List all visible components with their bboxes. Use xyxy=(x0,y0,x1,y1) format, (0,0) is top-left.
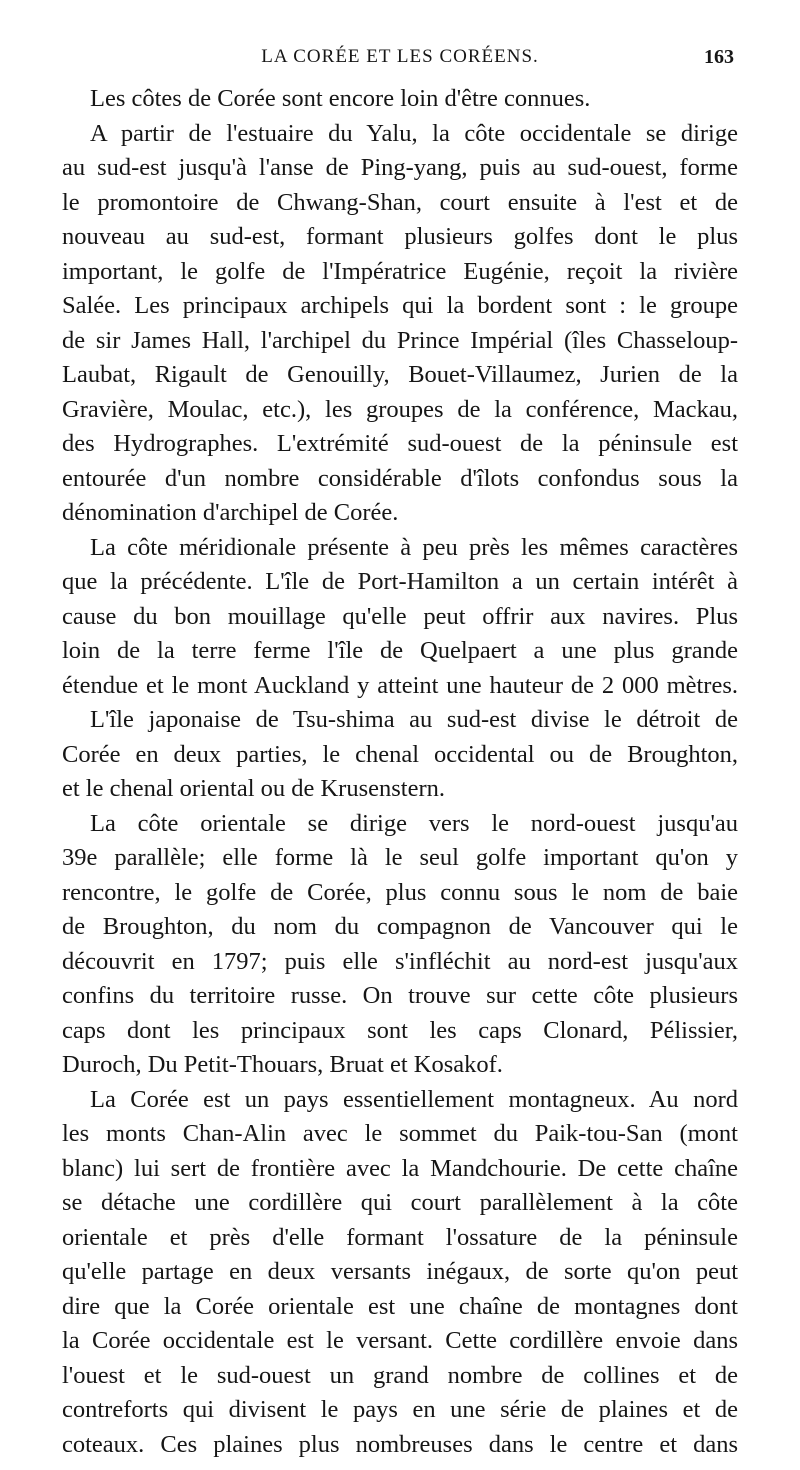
text-line: A partir de l'estuaire du Yalu, la côte occidentale se dirige xyxy=(90,119,738,147)
text-line: Corée en deux parties, le chenal occidental ou de Broughton, xyxy=(62,740,738,768)
text-line: nouveau au sud-est, formant plusieurs golfes dont le plus xyxy=(62,223,738,250)
text-line: dire que la Corée orientale est une chaîne de montagnes dont xyxy=(62,1292,738,1320)
text-line: La côte orientale se dirige vers le nord-ouest jusqu'au xyxy=(90,809,738,837)
text-line: La côte méridionale présente à peu près les mêmes caractères xyxy=(90,533,738,561)
text-line: caps dont les principaux sont les caps Clonard, Pélissier, xyxy=(62,1016,738,1044)
text-line: confins du territoire russe. On trouve sur cette côte plusieurs xyxy=(62,982,738,1009)
text-line: contreforts qui divisent le pays en une série de plaines et de xyxy=(62,1396,738,1423)
page-header xyxy=(62,44,738,74)
text-line: le promontoire de Chwang-Shan, court ensuite à l'est et de xyxy=(62,188,738,216)
text-line: les monts Chan-Alin avec le sommet du Paik-tou-San (mont xyxy=(62,1120,738,1147)
text-line: blanc) lui sert de frontière avec la Mandchourie. De cette chaîne xyxy=(62,1154,738,1182)
text-line: que la précédente. L'île de Port-Hamilton a un certain intérêt à xyxy=(62,568,738,595)
text-line: entourée d'un nombre considérable d'îlots confondus sous la xyxy=(62,464,738,492)
text-line: dénomination d'archipel de Corée. xyxy=(62,499,399,526)
text-line: Gravière, Moulac, etc.), les groupes de la conférence, Mackau, xyxy=(62,395,738,423)
text-line: et le chenal oriental ou de Krusenstern. xyxy=(62,775,446,802)
text-line: Salée. Les principaux archipels qui la bordent sont : le groupe xyxy=(62,292,738,319)
text-line: 39e parallèle; elle forme là le seul golfe important qu'on y xyxy=(62,844,738,871)
text-line: cause du bon mouillage qu'elle peut offrir aux navires. Plus xyxy=(62,602,738,630)
text-line: au sud-est jusqu'à l'anse de Ping-yang, puis au sud-ouest, forme xyxy=(62,154,738,181)
text-line: Duroch, Du Petit-Thouars, Bruat et Kosakof. xyxy=(62,1051,503,1078)
running-title: LA CORÉE ET LES CORÉENS. xyxy=(261,46,539,67)
text-line: découvrit en 1797; puis elle s'infléchit au nord-est jusqu'aux xyxy=(62,947,738,975)
text-line: orientale et près d'elle formant l'ossature de la péninsule xyxy=(62,1223,738,1251)
text-line: qu'elle partage en deux versants inégaux, de sorte qu'on peut xyxy=(62,1258,738,1285)
text-line: loin de la terre ferme l'île de Quelpaert a une plus grande xyxy=(62,637,738,664)
text-line: La Corée est un pays essentiellement montagneux. Au nord xyxy=(90,1085,738,1113)
text-line: la Corée occidentale est le versant. Cette cordillère envoie dans xyxy=(62,1327,738,1354)
text-line: de sir James Hall, l'archipel du Prince Impérial (îles Chasseloup- xyxy=(62,326,738,354)
body-text xyxy=(62,82,738,1462)
text-line: des Hydrographes. L'extrémité sud-ouest de la péninsule est xyxy=(62,430,738,457)
text-line: étendue et le mont Auckland y atteint une hauteur de 2 000 mètres. xyxy=(62,671,738,699)
text-line: de Broughton, du nom du compagnon de Vancouver qui le xyxy=(62,913,738,940)
text-line: l'ouest et le sud-ouest un grand nombre de collines et de xyxy=(62,1361,738,1389)
text-line: L'île japonaise de Tsu-shima au sud-est divise le détroit de xyxy=(90,706,738,733)
text-line: se détache une cordillère qui court parallèlement à la côte xyxy=(62,1189,738,1216)
text-line: rencontre, le golfe de Corée, plus connu sous le nom de baie xyxy=(62,878,738,906)
text-line: important, le golfe de l'Impératrice Eugénie, reçoit la rivière xyxy=(62,257,738,285)
text-line: coteaux. Ces plaines plus nombreuses dans le centre et dans xyxy=(62,1430,738,1458)
text-line: Laubat, Rigault de Genouilly, Bouet-Villaumez, Jurien de la xyxy=(62,361,738,388)
text-line: Les côtes de Corée sont encore loin d'être connues. xyxy=(90,85,591,112)
page-number: 163 xyxy=(704,46,734,68)
